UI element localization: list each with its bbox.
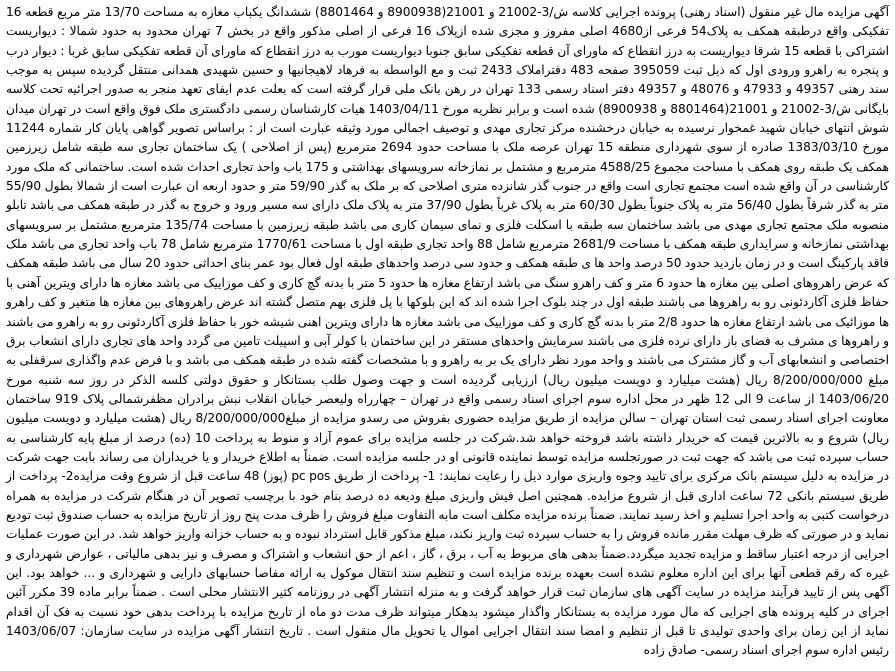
auction-notice-text [6,3,889,661]
notice-paragraph: آگهی مزایده مال غیر منقول (اسناد رهنی) پرونده اجرایی کلاسه ش/3-21002 و 21001(8900938 و 8801464) ششدانگ یکباب مغازه به مساحت 13/70 متر مربع قطعه 16 تفکیکی واقع درطبقه همکف به پلاک54 فرعی از4680 اصلی مفروز و مجزی شده ازپلاک 16 فرعی از اصلی مذکور واقع در بخش 7 تهران محدود به حدود شمالا : دیواریست اشتراکی با قطعه 15 شرقا دیواریست به درز انقطاع که ماورای آن قطعه تفکیکی سابق جنوبا دیواریست مورب به درز انقطاع که ماورای آن قطعه تفکیکی سابق غربا : دیوار درب و پنجره به راهرو ورودی اول که ذیل ثبت 395059 صفحه 483 دفتراملاک 2433 ثبت و مع الواسطه به فرهاد لاهیجانیها و حسین شهیدی همدانی منتقل گردیده سپس به موجب سند رهنی 49357 و 47933 و 48076 و 49357 دفتر اسناد رسمی 133 تهران در رهن بانک ملی قرار گرفته است که بعلت عدم ایفای تعهد منجر به صدور اجرائیه تحت کلاسه بایگانی ش/3-21002 و 21001(8801464 و 8900938) شده است و برابر نظریه مورخ 1403/04/11 هیات کارشناسان رسمی دادگستری ملک فوق واقع است در تهران میدان شوش انتهای خیابان شهید غمخوار نرسیده به خیابان درخشنده مرکز تجاری مهدی و توصیف اجمالی مورد وثیقه عبارت است از : براساس تصویر گواهی پایان کار شماره 11244 مورخ 1383/03/10 صادره از سوی شهرداری منطقه 15 تهران عرصه ملک با مساحت حدود 2694 مترمربع (پس از اصلاحی ) یک ساختمان تجاری سه طبقه شامل زیرزمین همکف یک طبقه روی همکف با مساحت مجموع 4588/25 مترمربع و مشتمل بر نمازخانه سرویسهای بهداشتی و 175 باب واحد تجاری احداث شده است. ساختمانی که ملک مورد کارشناسی در آن واقع شده است مجتمع تجاری است واقع در جنوب گذر شانزده متری اصلاحی که بر ملک به گذر 59/90 متر و حدود اربعه ان عبارت است از شمالا بطول 55/90 متر به گذر شرقاً بطول 56/40 متر به پلاک جنوباً بطول 60/30 متر به پلاک غرباً بطول 37/90 متر به پلاک ملک دارای سه مسیر ورود و خروج به گذر در طبقه همکف می باشد تابلو منصوبه ملک مجتمع تجاری مهدی می باشد ساختمان سه طبقه با اسکلت فلزی و نمای سیمان کاری می باشد طبقه زیرزمین با مساحت 135/74 مترمربع مشتمل بر سرویسهای بهداشتی نمازخانه و سرایداری طبقه همکف با مساحت 2681/9 مترمربع شامل 88 واحد تجاری طبقه اول با مساحت 1770/61 مترمربع شامل 78 باب واحد تجاری می باشد ملک فاقد پارکینگ است و در زمان بازدید حدود 50 درصد واحد ها ی طبقه همکف و حدود سی درصد واحدهای طبقه اول فعال بود عمر بنای احداثی حدود 20 سال می باشد طبقه همکف که عرض راهروهای اصلی بین مغازه ها حدود 6 متر و کف راهرو سنگ می باشد ارتفاع مغازه ها حدود 5 متر با بدنه گچ کاری و کف موزاییک می باشد مغازه ها دارای ویترین آهنی با حفاظ فلزی آکاردئونی رو به راهروها می باشند طبقه اول در چند بلوک اجرا شده اند که این بلوکها با پل فلزی بهم متصل گشته اند عرض راهروهای بین مغازه ها متغیر و کف راهرو ها موزائیک می باشد ارتفاع مغازه ها حدود 2/8 متر با بدنه گچ کاری و کف موزاییک می باشد مغازه ها دارای ویترین اهنی شیشه خور با حفاظ فلزی آکاردئونی رو به راهرو می باشند و راهروها ی مشرف به فضای باز دارای نرده فلزی می باشند سرمایش واحدهای مستقر در این ساختمان با کولر آبی و اسپیلت تامین می گردد واحد های تجاری دارای انشعاب برق اختصاصی و انشعابهای آب و گاز مشترک می باشند و واحد مورد نظر دارای یک بر به راهرو و با مشخصات گفته شده در طبقه همکف می باشد و با فرض عدم واگذاری سرقفلی به مبلغ 8/200/000/000 ریال (هشت میلیارد و دویست میلیون ریال) ارزیابی گردیده است و جهت وصول طلب بستانکار و حقوق دولتی کلسه الذکر در روز سه شنبه مورخ 1403/06/20 از ساعت 9 الی 12 ظهر در محل اداره سوم اجرای اسناد رسمی واقع در تهران – چهارراه ولیعصر خیابان انقلاب نبش برادران مظفرشمالی پلاک 919 ساختمان معاونت اجرای اسناد رسمی ثبت استان تهران – سالن مزایده از طریق مزایده حضوری بفروش می رسدو مزایده از مبلغ8/200/000/000 ریال (هشت میلیارد و دویست میلیون ریال) شروع و به بالاترین قیمت که خریدار داشته باشد فروخته خواهد شد.شرکت در جلسه مزایده برای عموم آزاد و منوط به پرداخت 10 (ده) درصد از مبلغ پایه کارشناسی به حساب سپرده ثبت می باشد که جهت ثبت در صورتجلسه مزایده توسط نماینده قانونی او در جلسه مزایده است. ضمناً به اطلاع خریدار و یا خریداران می رساند بابت جهت شرکت در مزایده به دلیل سیستم بانک مرکزی برای تایید وجوه واریزی موارد ذیل را رعایت نمایند: 1- پرداخت از طریق pc pos (پوز) 48 ساعت قبل از شروع وقت مزایده2- پرداخت از طریق سیستم بانکی 72 ساعت اداری قبل از شروع مزایده. همچنین اصل فیش واریزی مبلغ ودیعه ده درصد بنام خود با برچسب تصویر آن در هنگام شرکت در مزایده به همراه درخواست کتبی به واحد اجرا تسلیم و اخذ رسید نمایند. ضمناً برنده مزایده مکلف است مابه التفاوت مبلغ فروش را ظرف مدت پنج روز از تاریخ مزایده به حساب صندوق ثبت تودیع نماید و در صورتی که ظرف مهلت مقرر مانده فروش را به حساب سپرده ثبت واریز نکند، مبلغ مذکور قابل استرداد نبوده و به حساب خزانه واریز خواهد شد. در این صورت عملیات اجرایی از درجه اعتبار ساقط و مزایده تجدید میگردد.ضمناً بدهی های مربوط به آب ، برق ، گاز ، اعم از حق انشعاب و اشتراک و مصرف و نیز بدهی مالیاتی ، عوارض شهرداری و غیره که رقم قطعی آنها برای این اداره معلوم نشده است بعهده برنده مزایده است و تنظیم سند انتقال موکول به ارائه مفاصا حسابهای دارایی و شهرداری و ... خواهد بود. این آگهی پس از تایید فرآیند مزایده در سایت آگهی های سازمان ثبت قرار خواهد گرفت و به منزله انتشار آگهی در روزنامه کثیر الانتشار محلی است . ضمناً برابر ماده 39 مکرر آئین اجرای در کلیه پرونده های اجرایی که مال مورد مزایده به بستانکار واگذار میشود بدهکار میتواند ظرف مدت دو ماه از تاریخ مزایده با پرداخت بدهی خود نسبت به فک آن اقدام نماید از این زمان برای واحدی تولیدی تا قبل از تنظیم و امضا سند انتقال اجرایی اموال یا تحویل مال منقول است . تاریخ انتشار آگهی مزایده در سایت سازمان: 1403/06/07 رئیس اداره سوم اجرای اسناد رسمی- صادق زاده [6,5,890,658]
